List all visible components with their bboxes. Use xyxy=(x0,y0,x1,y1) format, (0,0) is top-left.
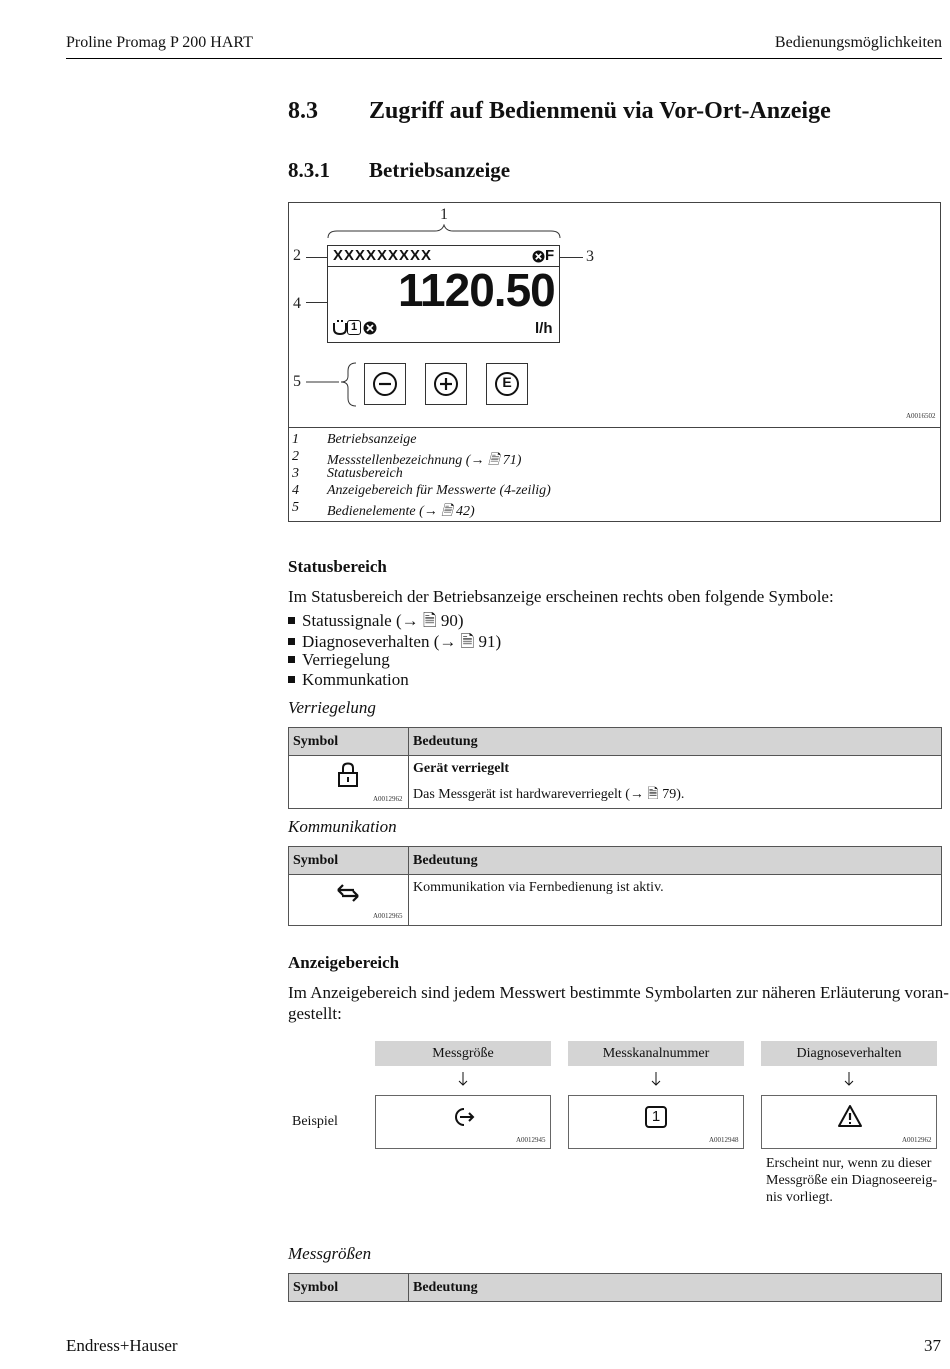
diagnose-note xyxy=(766,1155,937,1206)
verriegelung-table xyxy=(288,727,942,809)
footer-page-number: 37 xyxy=(924,1336,941,1355)
table-header-row xyxy=(289,847,942,875)
page-ref-icon: 🗎 xyxy=(487,453,500,468)
minus-icon xyxy=(365,364,405,404)
legend-number: 2 xyxy=(292,449,299,464)
callout-3-line xyxy=(558,257,583,258)
legend-text: Anzeigebereich für Messwerte (4-zeilig) xyxy=(327,483,551,498)
symbol-code: A0012962 xyxy=(373,795,403,803)
warning-triangle-icon xyxy=(837,1104,863,1128)
col-symbol: Symbol xyxy=(289,728,409,756)
meaning-cell xyxy=(409,756,942,809)
messgroessen-table xyxy=(288,1273,942,1302)
failure-icon xyxy=(532,250,545,263)
plus-icon xyxy=(426,364,466,404)
subsection-number: 8.3.1 xyxy=(288,158,330,182)
section-title: Zugriff auf Bedienmenü via Vor-Ort-Anzeige xyxy=(369,98,831,124)
callout-4: 4 xyxy=(293,295,301,312)
note-line: nis vorliegt. xyxy=(766,1190,833,1205)
col-meaning: Bedeutung xyxy=(409,1274,942,1302)
anzeige-text-line: Im Anzeigebereich sind jedem Messwert bestimmte Symbolarten zur näheren Erläuterung voran- xyxy=(288,983,949,1002)
brace-left-icon xyxy=(306,362,358,408)
legend-page: 42) xyxy=(456,504,475,519)
lcd-tag: XXXXXXXXX xyxy=(333,247,433,264)
bullet-text: Verriegelung xyxy=(302,650,390,669)
callout-1: 1 xyxy=(440,206,448,223)
footer-company: Endress+Hauser xyxy=(66,1336,178,1355)
section-number: 8.3 xyxy=(288,98,318,124)
status-bullet xyxy=(288,650,390,670)
legend-number: 1 xyxy=(292,432,299,447)
page-ref-icon: 🗎 xyxy=(441,504,453,519)
page-ref-icon: 🗎 xyxy=(647,787,659,802)
arrow-down-icon xyxy=(457,1071,469,1087)
lcd-unit: l/h xyxy=(535,320,553,337)
col-meaning: Bedeutung xyxy=(409,847,942,875)
symbol-code: A0012962 xyxy=(902,1136,932,1144)
arrow-down-icon xyxy=(650,1071,662,1087)
lcd-channel-box: 1 xyxy=(347,320,361,335)
status-bullet xyxy=(288,670,409,690)
lock-icon xyxy=(337,762,359,788)
example-head-messkanal: Messkanalnummer xyxy=(568,1041,744,1066)
meaning-title: Gerät verriegelt xyxy=(413,761,509,776)
legend-text: Bedienelemente (→ xyxy=(327,504,442,519)
col-symbol: Symbol xyxy=(289,847,409,875)
table-row xyxy=(289,875,942,926)
subsection-title: Betriebsanzeige xyxy=(369,158,511,182)
desc-page: 79). xyxy=(662,787,685,802)
status-intro: Im Statusbereich der Betriebsanzeige erscheinen rechts oben folgende Symbole: xyxy=(288,587,834,606)
header-product: Proline Promag P 200 HART xyxy=(66,34,253,51)
anzeige-text-line: gestellt: xyxy=(288,1004,342,1023)
symbol-code: A0012945 xyxy=(516,1136,546,1144)
flow-output-icon xyxy=(451,1106,477,1128)
example-box-messgroesse xyxy=(375,1095,551,1149)
symbol-code: A0012948 xyxy=(709,1136,739,1144)
callout-2: 2 xyxy=(293,247,301,264)
verriegelung-label: Verriegelung xyxy=(288,698,376,717)
bullet-text: Kommunkation xyxy=(302,670,409,689)
example-head-diagnose: Diagnoseverhalten xyxy=(761,1041,937,1066)
bullet-text: Diagnoseverhalten (→ xyxy=(302,632,461,651)
table-row xyxy=(289,756,942,809)
messgroessen-label: Messgrößen xyxy=(288,1244,372,1263)
legend-text: Messstellenbezeichnung (→ xyxy=(327,453,488,468)
kommunikation-table xyxy=(288,846,942,926)
channel-number-box: 1 xyxy=(645,1106,667,1128)
note-line: Messgröße ein Diagnoseereig- xyxy=(766,1173,938,1188)
bullet-page: 90) xyxy=(440,611,464,630)
header-rule xyxy=(66,58,942,59)
bullet-page: 91) xyxy=(478,632,502,651)
example-label: Beispiel xyxy=(292,1114,338,1129)
enter-key-button[interactable] xyxy=(486,363,528,405)
example-head-messgroesse: Messgröße xyxy=(375,1041,551,1066)
callout-3: 3 xyxy=(586,248,594,265)
enter-key-label: E xyxy=(502,374,512,390)
status-heading: Statusbereich xyxy=(288,557,387,576)
legend-page: 71) xyxy=(502,453,522,468)
lcd-status-letter: F xyxy=(545,247,555,264)
desc-text: Das Messgerät ist hardwareverriegelt (→ xyxy=(413,787,648,802)
page-ref-icon: 🗎 xyxy=(460,632,475,651)
example-box-messkanal xyxy=(568,1095,744,1149)
anzeige-text xyxy=(288,982,949,1024)
callout-5: 5 xyxy=(293,373,301,390)
minus-key-button[interactable] xyxy=(364,363,406,405)
diagnosis-failure-icon xyxy=(363,321,377,335)
anzeige-heading: Anzeigebereich xyxy=(288,953,400,972)
table-header-row xyxy=(289,728,942,756)
bullet-text: Statussignale (→ xyxy=(302,611,423,630)
col-symbol: Symbol xyxy=(289,1274,409,1302)
volume-flow-icon xyxy=(333,320,347,336)
legend-text: Statusbereich xyxy=(327,466,403,481)
symbol-cell xyxy=(289,875,409,926)
header-chapter: Bedienungsmöglichkeiten xyxy=(774,34,942,51)
figure-divider xyxy=(288,427,941,428)
example-box-diagnose xyxy=(761,1095,937,1149)
legend-text: Betriebsanzeige xyxy=(327,432,417,447)
col-meaning: Bedeutung xyxy=(409,728,942,756)
arrow-down-icon xyxy=(843,1071,855,1087)
section-heading xyxy=(288,98,831,125)
page-ref-icon: 🗎 xyxy=(422,611,437,630)
legend-number: 3 xyxy=(292,466,299,481)
lcd-value: 1120.50 xyxy=(398,264,555,316)
note-line: Erscheint nur, wenn zu dieser xyxy=(766,1156,932,1171)
communication-arrows-icon xyxy=(336,884,360,902)
figure-code: A0016502 xyxy=(906,412,936,420)
legend-ref xyxy=(327,500,475,524)
plus-key-button[interactable] xyxy=(425,363,467,405)
symbol-code: A0012965 xyxy=(373,912,403,920)
legend-number: 5 xyxy=(292,500,299,515)
subsection-heading xyxy=(288,158,510,183)
symbol-cell xyxy=(289,756,409,809)
kommunikation-label: Kommunikation xyxy=(288,817,397,836)
meaning-cell xyxy=(409,875,942,926)
table-header-row xyxy=(289,1274,942,1302)
meaning-desc xyxy=(413,783,937,807)
legend-number: 4 xyxy=(292,483,299,498)
brace-top-icon xyxy=(327,224,561,240)
meaning-desc: Kommunikation via Fernbedienung ist aktiv. xyxy=(413,880,664,895)
